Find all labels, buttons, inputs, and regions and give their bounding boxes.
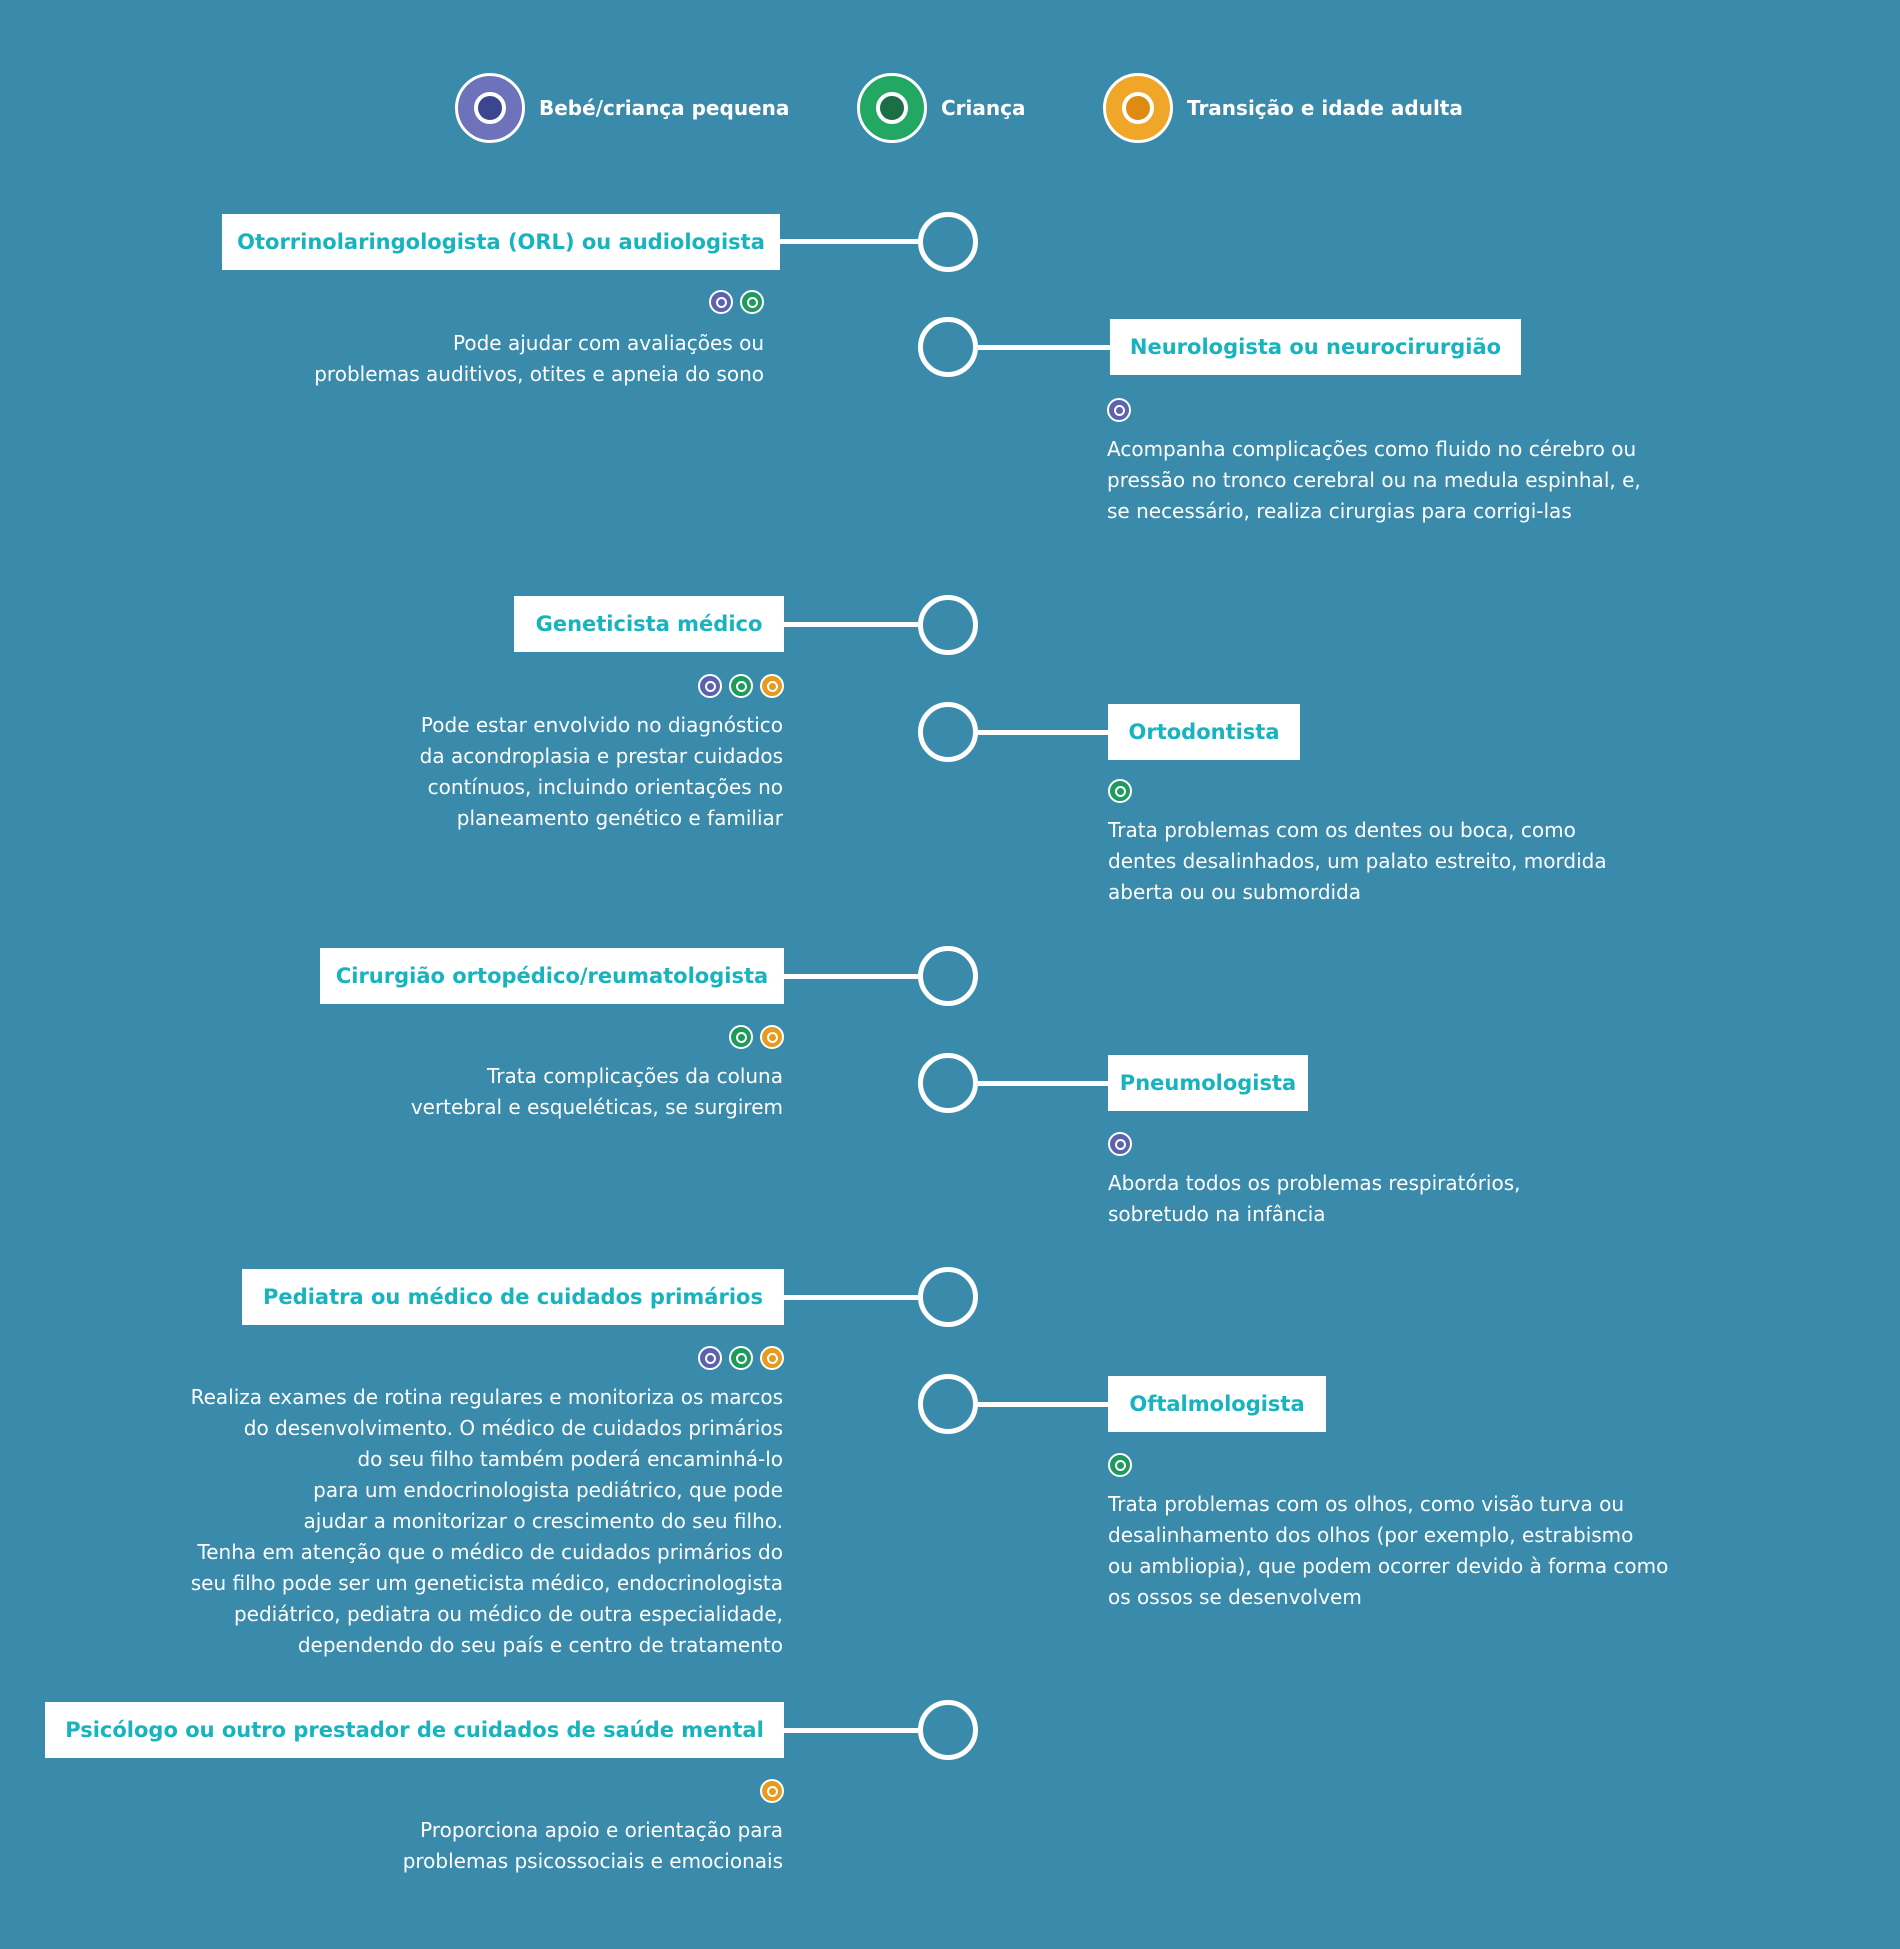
legend-dot-icon [1122, 92, 1154, 124]
legend-item-child [857, 72, 1025, 144]
specialist-label-pulmonologist [1108, 1055, 1308, 1111]
specialist-description [1108, 1489, 1668, 1613]
legend-label: Criança [941, 96, 1026, 120]
description-line: Realiza exames de rotina regulares e monitoriza os marcos [190, 1385, 783, 1409]
description-line: Aborda todos os problemas respiratórios, [1108, 1171, 1521, 1195]
stage-dots [650, 290, 764, 314]
connector-line [778, 239, 918, 244]
timeline-node-ring [918, 595, 978, 655]
specialist-title: Pneumologista [1119, 1071, 1297, 1095]
timeline-node-ring [918, 212, 978, 272]
stage-baby-icon [1108, 1132, 1132, 1156]
timeline-node-ring [918, 1700, 978, 1760]
stage-baby-icon [698, 674, 722, 698]
description-line: problemas psicossociais e emocionais [402, 1849, 783, 1873]
specialist-description [314, 328, 764, 390]
stage-baby-icon [1107, 398, 1131, 422]
connector-line [782, 622, 918, 627]
description-line: para um endocrinologista pediátrico, que pode [313, 1478, 783, 1502]
specialist-label-orl [222, 214, 780, 270]
stage-dots [1108, 1453, 1132, 1477]
specialist-title: Ortodontista [1128, 720, 1280, 744]
stage-child-icon [1108, 1453, 1132, 1477]
connector-line [978, 1402, 1110, 1407]
stage-dots [1108, 779, 1132, 803]
timeline-node-ring [918, 1267, 978, 1327]
specialist-title: Otorrinolaringologista (ORL) ou audiologista [237, 230, 765, 254]
stage-child-icon [729, 1346, 753, 1370]
legend-dot-icon [876, 92, 908, 124]
connector-line [978, 730, 1110, 735]
description-line: Trata problemas com os dentes ou boca, como [1108, 818, 1576, 842]
description-line: vertebral e esqueléticas, se surgirem [410, 1095, 783, 1119]
specialist-description [411, 1061, 783, 1123]
specialist-description [403, 1815, 783, 1877]
description-line: aberta ou ou submordida [1108, 880, 1362, 904]
specialist-label-geneticist [514, 596, 784, 652]
legend-item-baby [455, 72, 789, 144]
description-line: sobretudo na infância [1108, 1202, 1326, 1226]
specialist-label-pediatrician [242, 1269, 784, 1325]
description-line: Trata problemas com os olhos, como visão turva ou [1108, 1492, 1624, 1516]
timeline-node-ring [918, 702, 978, 762]
specialist-label-ophthalmologist [1108, 1376, 1326, 1432]
description-line: pressão no tronco cerebral ou na medula espinhal, e, [1107, 468, 1641, 492]
stage-dots [740, 1779, 784, 1803]
description-line: Pode ajudar com avaliações ou [453, 331, 764, 355]
description-line: dentes desalinhados, um palato estreito, mordida [1108, 849, 1607, 873]
description-line: Tenha em atenção que o médico de cuidados primários do [197, 1540, 783, 1564]
description-line: da acondroplasia e prestar cuidados [419, 744, 783, 768]
description-line: contínuos, incluindo orientações no [427, 775, 783, 799]
stage-baby-icon [698, 1346, 722, 1370]
connector-line [782, 1728, 918, 1733]
specialist-label-orthopedic [320, 948, 784, 1004]
legend-item-transition [1103, 72, 1463, 144]
connector-line [782, 1295, 918, 1300]
description-line: seu filho pode ser um geneticista médico, endocrinologista [190, 1571, 783, 1595]
stage-dots [656, 674, 784, 698]
specialist-title: Psicólogo ou outro prestador de cuidados de saúde mental [65, 1718, 764, 1742]
description-line: se necessário, realiza cirurgias para corrigi-las [1107, 499, 1572, 523]
stage-child-icon [740, 290, 764, 314]
specialist-label-neuro [1110, 319, 1521, 375]
stage-child-icon [729, 674, 753, 698]
description-line: planeamento genético e familiar [456, 806, 783, 830]
stage-child-icon [729, 1025, 753, 1049]
specialist-description [420, 710, 783, 834]
timeline-node-ring [918, 1053, 978, 1113]
timeline-node-ring [918, 1374, 978, 1434]
stage-transition-icon [760, 1025, 784, 1049]
specialist-title: Oftalmologista [1129, 1392, 1305, 1416]
specialist-title: Pediatra ou médico de cuidados primários [263, 1285, 763, 1309]
legend-ring-icon [1103, 73, 1173, 143]
legend-ring-icon [857, 73, 927, 143]
specialist-title: Cirurgião ortopédico/reumatologista [335, 964, 769, 988]
connector-line [978, 345, 1110, 350]
description-line: desalinhamento dos olhos (por exemplo, estrabismo [1108, 1523, 1634, 1547]
description-line: os ossos se desenvolvem [1108, 1585, 1362, 1609]
legend-label: Bebé/criança pequena [539, 96, 790, 120]
description-line: pediátrico, pediatra ou médico de outra especialidade, [233, 1602, 783, 1626]
specialist-label-orthodontist [1108, 704, 1300, 760]
description-line: Acompanha complicações como fluido no cérebro ou [1107, 437, 1637, 461]
description-line: do seu filho também poderá encaminhá-lo [357, 1447, 783, 1471]
description-line: ou ambliopia), que podem ocorrer devido à forma como [1108, 1554, 1669, 1578]
description-line: Trata complicações da coluna [486, 1064, 783, 1088]
specialist-description [1108, 815, 1607, 908]
stage-dots [1108, 1132, 1132, 1156]
connector-line [782, 974, 918, 979]
specialist-label-psychologist [45, 1702, 784, 1758]
stage-child-icon [1108, 779, 1132, 803]
stage-transition-icon [760, 674, 784, 698]
stage-transition-icon [760, 1346, 784, 1370]
description-line: problemas auditivos, otites e apneia do sono [314, 362, 764, 386]
description-line: dependendo do seu país e centro de tratamento [297, 1633, 783, 1657]
timeline-node-ring [918, 946, 978, 1006]
timeline-node-ring [918, 317, 978, 377]
specialist-description [1107, 434, 1641, 527]
stage-baby-icon [709, 290, 733, 314]
legend-ring-icon [455, 73, 525, 143]
legend-dot-icon [474, 92, 506, 124]
description-line: Pode estar envolvido no diagnóstico [420, 713, 783, 737]
stage-transition-icon [760, 1779, 784, 1803]
specialist-title: Neurologista ou neurocirurgião [1129, 335, 1502, 359]
stage-dots [1107, 398, 1131, 422]
stage-dots [656, 1346, 784, 1370]
specialist-description [191, 1382, 783, 1661]
stage-dots [700, 1025, 784, 1049]
description-line: do desenvolvimento. O médico de cuidados primários [243, 1416, 783, 1440]
description-line: Proporciona apoio e orientação para [420, 1818, 783, 1842]
legend-label: Transição e idade adulta [1187, 96, 1463, 120]
description-line: ajudar a monitorizar o crescimento do seu filho. [303, 1509, 783, 1533]
specialist-description [1108, 1168, 1521, 1230]
specialist-title: Geneticista médico [535, 612, 763, 636]
connector-line [978, 1081, 1110, 1086]
